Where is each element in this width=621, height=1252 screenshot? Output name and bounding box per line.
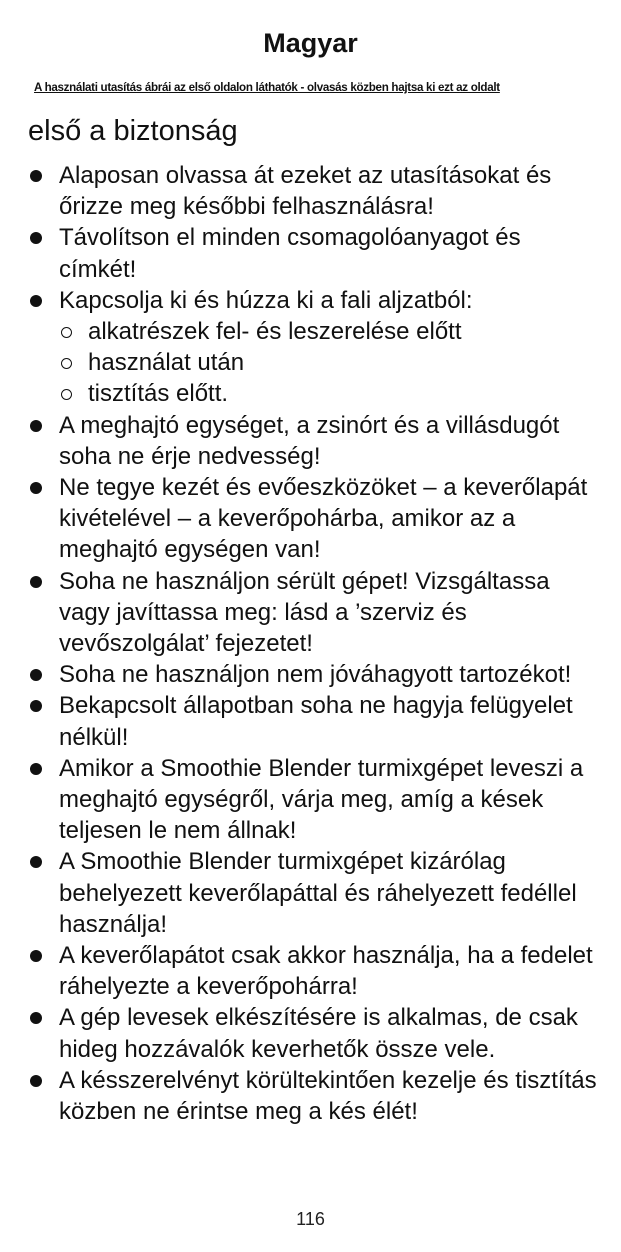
safety-item <box>28 410 598 472</box>
bullet-icon <box>30 576 42 588</box>
bullet-icon <box>30 700 42 712</box>
bullet-icon <box>30 232 42 244</box>
safety-list <box>28 160 598 1127</box>
safety-subitem-text: tisztítás előtt. <box>88 380 229 408</box>
hollow-bullet-icon <box>61 327 72 338</box>
safety-item-text: Távolítson el minden csomagolóanyagot és címkét! <box>59 224 521 283</box>
section-title: első a biztonság <box>28 115 238 147</box>
safety-item-text: A gép levesek elkészítésére is alkalmas, de csak hideg hozzávalók keverhetők össze vele. <box>59 1004 578 1063</box>
bullet-icon <box>30 856 42 868</box>
safety-item <box>28 160 598 222</box>
safety-item-text: Alaposan olvassa át ezeket az utasításokat és őrizze meg későbbi felhasználásra! <box>59 162 552 221</box>
safety-subitem <box>59 378 598 409</box>
bullet-icon <box>30 482 42 494</box>
page-number: 116 <box>296 1209 325 1229</box>
safety-item-text: Amikor a Smoothie Blender turmixgépet leveszi a meghajtó egységről, várja meg, amíg a kések teljesen le nem állnak! <box>59 754 584 845</box>
safety-item-text: Ne tegye kezét és evőeszközöket – a keverőlapát kivételével – a keverőpohárba, amikor az a meghajtó egységen van! <box>59 474 588 564</box>
safety-item <box>28 659 598 690</box>
safety-item-text: A keverőlapátot csak akkor használja, ha a fedelet ráhelyezte a keverőpohárra! <box>59 942 593 1001</box>
safety-item <box>28 690 598 752</box>
bullet-icon <box>30 763 42 775</box>
safety-subitem <box>59 316 598 347</box>
safety-sublist <box>59 316 598 410</box>
safety-item <box>28 1065 598 1127</box>
safety-item-text: A meghajtó egységet, a zsinórt és a villásdugót soha ne érje nedvesség! <box>59 411 560 470</box>
safety-item-text: Soha ne használjon sérült gépet! Vizsgáltassa vagy javíttassa meg: lásd a ’szerviz és vevőszolgálat’ fejezetet! <box>59 567 550 658</box>
bullet-icon <box>30 1012 42 1024</box>
safety-item-text: Bekapcsolt állapotban soha ne hagyja felügyelet nélkül! <box>59 692 573 751</box>
safety-item <box>28 846 598 940</box>
safety-item-text: Soha ne használjon nem jóváhagyott tartozékot! <box>59 661 572 689</box>
safety-subitem <box>59 347 598 378</box>
fold-out-note: A használati utasítás ábrái az első oldalon láthatók - olvasás közben hajtsa ki ezt az oldalt <box>34 81 500 94</box>
safety-subitem-text: használat után <box>88 349 245 377</box>
safety-item <box>28 753 598 847</box>
safety-item-text: Kapcsolja ki és húzza ki a fali aljzatból: <box>59 286 473 314</box>
bullet-icon <box>30 669 42 681</box>
hollow-bullet-icon <box>61 389 72 400</box>
safety-item-text: A Smoothie Blender turmixgépet kizárólag behelyezett keverőlapáttal és ráhelyezett fedéllel használja! <box>59 848 577 938</box>
safety-item <box>28 472 598 566</box>
bullet-icon <box>30 420 42 432</box>
safety-item <box>28 1002 598 1064</box>
hollow-bullet-icon <box>61 358 72 369</box>
safety-item <box>28 940 598 1002</box>
safety-item <box>28 566 598 660</box>
language-title: Magyar <box>263 28 358 58</box>
safety-item <box>28 285 598 410</box>
safety-item <box>28 222 598 284</box>
bullet-icon <box>30 1075 42 1087</box>
bullet-icon <box>30 950 42 962</box>
bullet-icon <box>30 170 42 182</box>
safety-subitem-text: alkatrészek fel- és leszerelése előtt <box>88 318 462 346</box>
bullet-icon <box>30 295 42 307</box>
safety-item-text: A késszerelvényt körültekintően kezelje és tisztítás közben ne érintse meg a kés élét! <box>59 1066 597 1126</box>
